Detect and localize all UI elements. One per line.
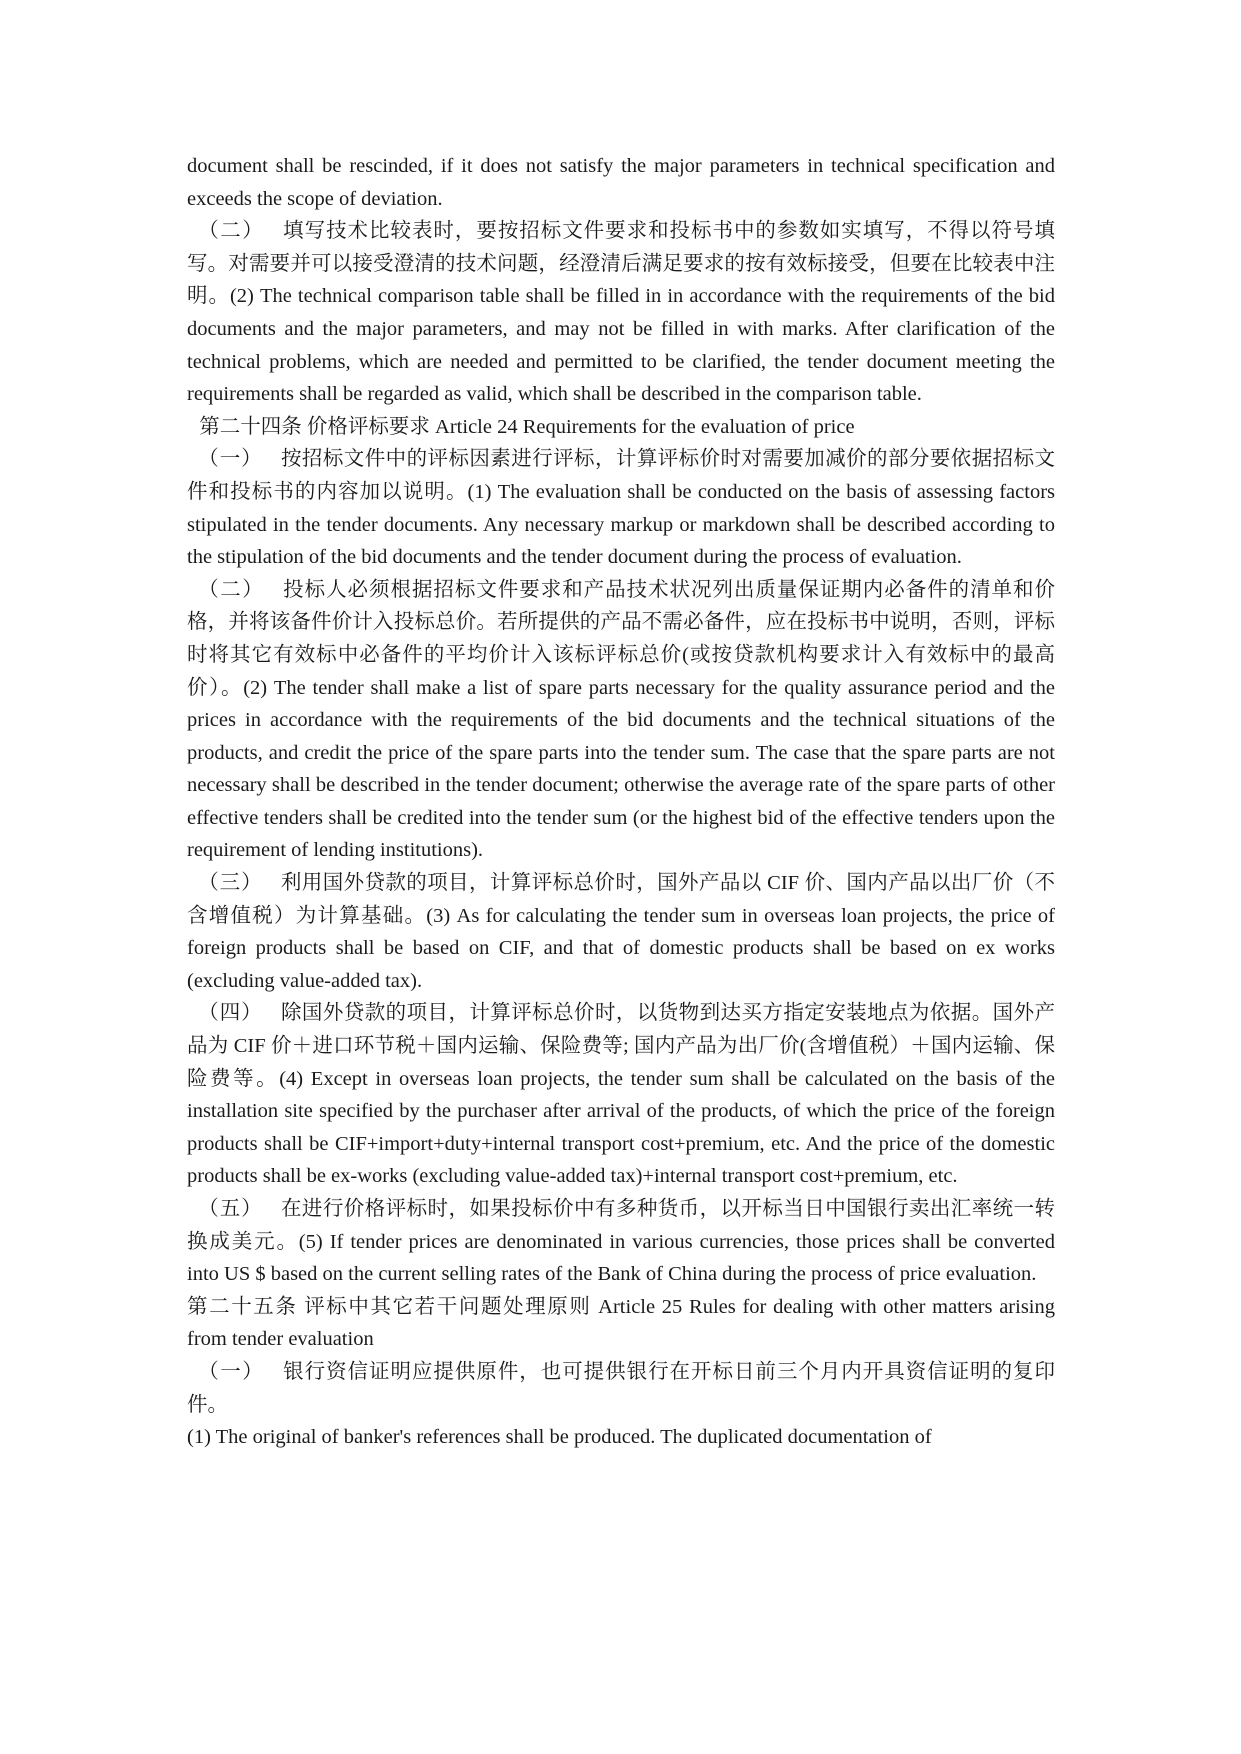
heading-text: 第二十四条 价格评标要求 Article 24 Requirements for the evaluation of price — [199, 415, 855, 438]
article-heading-24 — [187, 411, 1055, 444]
paragraph-text: 除国外贷款的项目，计算评标总价时，以货物到达买方指定安装地点为依据。国外产品为 CIF 价＋进口环节税＋国内运输、保险费等; 国内产品为出厂价(含增值税）＋国内运输、保险费等。(4) Except in overseas loan projects, the tender sum shall be calculated on the basis of the installation site specified by the purchaser after arrival of the products, of which the price of the foreign products shall be CIF+import+duty+internal transport cost+premium, etc. And the price of the domestic products shall be ex-works (excluding value-added tax)+internal transport cost+premium, etc. — [187, 1002, 1056, 1188]
paragraph-item-2 — [187, 215, 1055, 411]
document-page — [187, 150, 1055, 1454]
paragraph-item-4 — [187, 997, 1055, 1193]
paragraph-text: 银行资信证明应提供原件，也可提供银行在开标日前三个月内开具资信证明的复印件。 — [187, 1360, 1056, 1416]
paragraph-item-5 — [187, 1193, 1055, 1291]
item-number: （一） — [198, 1360, 265, 1383]
paragraph-text: 填写技术比较表时，要按招标文件要求和投标书中的参数如实填写，不得以符号填写。对需要并可以接受澄清的技术问题，经澄清后满足要求的按有效标接受，但要在比较表中注明。(2) The technical comparison table shall be filled in in accordance with the requirements of the bid documents and the major parameters, and may not be filled in with marks. After clarification of the technical problems, which are needed and permitted to be clarified, the tender document meeting the requirements shall be regarded as valid, which shall be described in the comparison table. — [187, 220, 1056, 406]
paragraph-text: (1) The original of banker's references shall be produced. The duplicated documentation of — [187, 1426, 932, 1449]
item-number: （二） — [198, 578, 265, 601]
paragraph-item-1 — [187, 1356, 1055, 1421]
paragraph-text: 在进行价格评标时，如果投标价中有多种货币，以开标当日中国银行卖出汇率统一转换成美元。(5) If tender prices are denominated in various currencies, those prices shall be converted into US $ based on the current selling rates of the Bank of China during the process of price evaluation. — [187, 1198, 1056, 1286]
item-number: （三） — [198, 872, 263, 895]
paragraph-text: 按招标文件中的评标因素进行评标，计算评标价时对需要加减价的部分要依据招标文件和投标书的内容加以说明。(1) The evaluation shall be conducted on the basis of assessing factors stipulated in the tender documents. Any necessary markup or markdown shall be described according to the stipulation of the bid documents and the tender document during the process of evaluation. — [187, 448, 1056, 569]
paragraph-text: 投标人必须根据招标文件要求和产品技术状况列出质量保证期内必备件的清单和价格，并将该备件价计入投标总价。若所提供的产品不需必备件，应在投标书中说明，否则，评标时将其它有效标中必备件的平均价计入该标评标总价(或按贷款机构要求计入有效标中的最高价）。(2) The tender shall make a list of spare parts necessary for the quality assurance period and the prices in accordance with the requirements of the bid documents and the technical situations of the products, and credit the price of the spare parts into the tender sum. The case that the spare parts are not necessary shall be described in the tender document; otherwise the average rate of the spare parts of other effective tenders shall be credited into the tender sum (or the highest bid of the effective tenders upon the requirement of lending institutions). — [187, 578, 1056, 862]
paragraph-item-1 — [187, 443, 1055, 573]
item-number: （二） — [198, 220, 265, 243]
item-number: （五） — [198, 1198, 263, 1220]
paragraph-continuation — [187, 150, 1055, 215]
item-number: （一） — [198, 448, 263, 471]
paragraph-item-3 — [187, 867, 1055, 997]
heading-text: 第二十五条 评标中其它若干问题处理原则 Article 25 Rules for dealing with other matters arising from tender evaluation — [187, 1295, 1055, 1351]
paragraph-text: 利用国外贷款的项目，计算评标总价时，国外产品以 CIF 价、国内产品以出厂价（不含增值税）为计算基础。(3) As for calculating the tender sum in overseas loan projects, the price of foreign products shall be based on CIF, and that of domestic products shall be based on ex works (excluding value-added tax). — [187, 872, 1056, 992]
paragraph-text: document shall be rescinded, if it does not satisfy the major parameters in technical specification and exceeds the scope of deviation. — [187, 155, 1055, 210]
paragraph-english-1 — [187, 1421, 1055, 1454]
paragraph-item-2 — [187, 574, 1055, 867]
item-number: （四） — [198, 1002, 263, 1025]
article-heading-25 — [187, 1291, 1055, 1356]
